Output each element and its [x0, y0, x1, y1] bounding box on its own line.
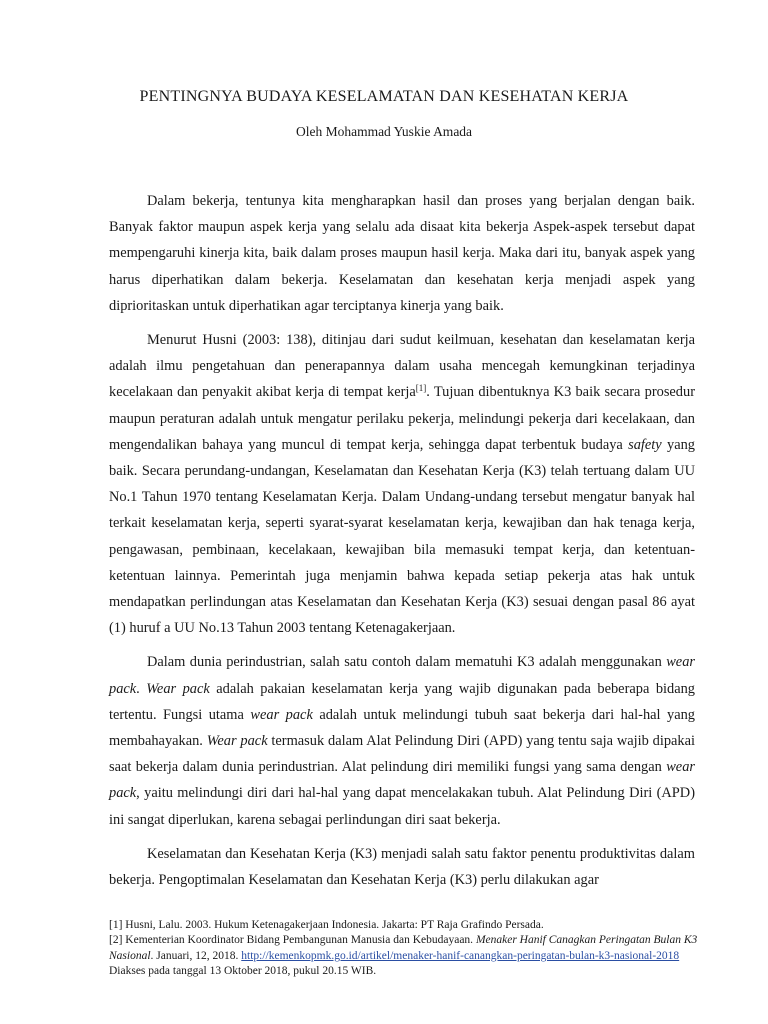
document-title: PENTINGNYA BUDAYA KESELAMATAN DAN KESEHATAN KERJA: [139, 88, 629, 105]
paragraph-1: Dalam bekerja, tentunya kita mengharapkan hasil dan proses yang berjalan dengan baik. Banyak faktor maupun aspek kerja yang selalu ada disaat kita bekerja Aspek-aspek tersebut dapat mempengaruhi kinerja kita, baik dalam proses maupun hasil kerja. Maka dari itu, banyak aspek yang harus diperhatikan dalam bekerja. Keselamatan dan kesehatan kerja menjadi aspek yang diprioritaskan untuk diperhatikan agar terciptanya kinerja yang baik.: [109, 193, 695, 314]
paragraph-3-text-d: adalah untuk melindungi tubuh saat bekerja dari hal-hal yang membahayakan.: [109, 706, 695, 750]
wear-pack-term: wear pack: [109, 654, 695, 697]
footnote-2-article-title: Menaker Hanif Canagkan Peringatan Bulan K3 Nasional: [109, 934, 698, 962]
footnote-2-text-a: [2] Kementerian Koordinator Bidang Pembangunan Manusia dan Kebudayaan.: [109, 934, 476, 947]
footnotes: [109, 918, 699, 980]
wear-pack-term: Wear pack: [206, 733, 268, 750]
footnote-2-text-b: . Januari, 12, 2018.: [150, 949, 242, 962]
body-text: [109, 188, 695, 893]
paragraph-3-text-f: , yaitu melindungi diri dari hal-hal yang dapat mencelakakan tubuh. Alat Pelindung Diri (APD) ini sangat diperlukan, karena sebagai perlindungan diri saat bekerja.: [109, 785, 695, 828]
footnote-2-link[interactable]: http://kemenkopmk.go.id/artikel/menaker-hanif-canangkan-peringatan-bulan-k3-nasional-2018: [241, 949, 680, 962]
footnote-2-text-c: Diakses pada tanggal 13 Oktober 2018, pukul 20.15 WIB.: [109, 965, 377, 978]
paragraph-2-text-c: yang baik. Secara perundang-undangan, Keselamatan dan Kesehatan Kerja (K3) telah tertuang dalam UU No.1 Tahun 1970 tentang Keselamatan Kerja. Dalam Undang-undang tersebut mengatur banyak hal terkait keselamatan kerja, seperti syarat-syarat keselamatan kerja, kewajiban dan hak tenaga kerja, pengawasan, pembinaan, kecelakaan, kewajiban bila memasuki tempat kerja, dan ketentuan-ketentuan lainnya. Pemerintah juga menjamin bahwa kepada setiap pekerja atas hak untuk mendapatkan perlindungan atas Keselamatan dan Kesehatan Kerja (K3) sesuai dengan pasal 86 ayat (1) huruf a UU No.13 Tahun 2003 tentang Ketenagakerjaan.: [109, 436, 695, 637]
paragraph-3-text-b: .: [136, 680, 147, 697]
author-line: Oleh Mohammad Yuskie Amada: [295, 124, 473, 139]
footnote-2: [109, 933, 699, 979]
paragraph-3-text-a: Dalam dunia perindustrian, salah satu contoh dalam mematuhi K3 adalah menggunakan: [147, 654, 667, 671]
paragraph-4: Keselamatan dan Kesehatan Kerja (K3) menjadi salah satu faktor penentu produktivitas dalam bekerja. Pengoptimalan Keselamatan dan Kesehatan Kerja (K3) perlu dilakukan agar: [109, 845, 695, 889]
paragraph-3-text-e: termasuk dalam Alat Pelindung Diri (APD) yang tentu saja wajib dipakai saat bekerja dalam dunia perindustrian. Alat pelindung diri memiliki fungsi yang sama dengan: [109, 733, 695, 776]
wear-pack-term: wear pack: [250, 706, 313, 723]
footnote-ref-1[interactable]: [1]: [415, 383, 427, 394]
paragraph-2-text-a: Menurut Husni (2003: 138), ditinjau dari sudut keilmuan, kesehatan dan keselamatan kerja adalah ilmu pengetahuan dan penerapannya dalam usaha mencegah kemungkinan terjadinya kecelakaan dan penyakit akibat kerja di tempat kerja: [109, 332, 695, 401]
paragraph-2-text-b: . Tujuan dibentuknya K3 baik secara prosedur maupun peraturan adalah untuk mengatur perilaku pekerja, melindungi pekerja dari kecelakaan, dan mengendalikan bahaya yang muncul di tempat kerja, sehingga dapat terbentuk budaya: [109, 384, 695, 453]
wear-pack-term: Wear pack: [146, 680, 210, 697]
footnote-1: [1] Husni, Lalu. 2003. Hukum Ketenagakerjaan Indonesia. Jakarta: PT Raja Grafindo Persada.: [109, 919, 544, 931]
wear-pack-term: wear pack: [109, 759, 695, 802]
safety-term: safety: [628, 436, 662, 453]
paragraph-3: [109, 649, 695, 832]
paragraph-2: [109, 327, 695, 641]
paragraph-3-text-c: adalah pakaian keselamatan kerja yang wajib digunakan pada beberapa bidang tertentu. Fungsi utama: [109, 680, 695, 723]
